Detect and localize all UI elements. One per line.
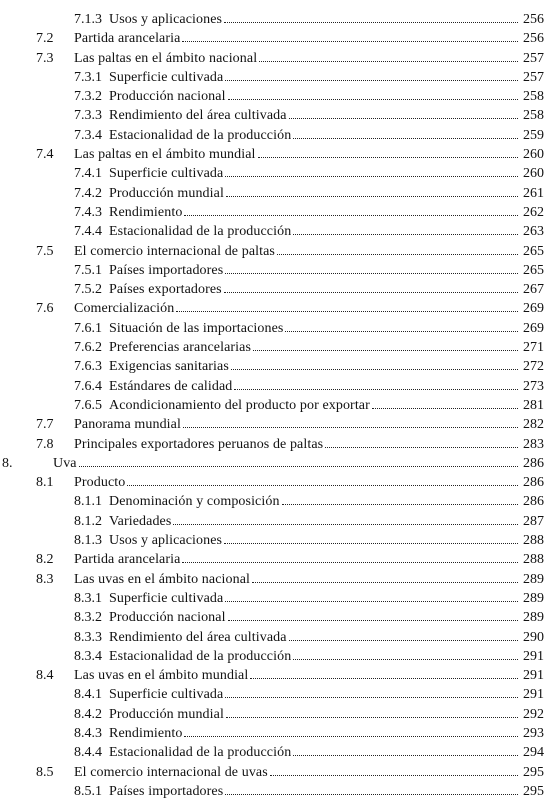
section-title: Producción mundial: [109, 706, 224, 722]
page-number: 292: [523, 706, 544, 722]
dot-leader: [228, 620, 518, 621]
page-number: 288: [523, 533, 544, 549]
dot-leader: [293, 755, 518, 756]
entry-line: [109, 396, 544, 415]
section-title: Partida arancelaria: [74, 552, 181, 568]
dot-leader: [182, 562, 518, 563]
dot-leader: [224, 543, 518, 544]
section-number: 7.6: [36, 301, 54, 317]
section-number: 7.6.1: [74, 320, 102, 336]
entry-line: [109, 647, 544, 666]
page-number: 257: [523, 50, 544, 66]
dot-leader: [224, 292, 518, 293]
entry-line: [74, 435, 544, 454]
dot-leader: [372, 408, 518, 409]
toc-entry: [0, 68, 551, 87]
page-number: 288: [523, 552, 544, 568]
dot-leader: [224, 22, 518, 23]
page-number: 289: [523, 610, 544, 626]
dot-leader: [234, 389, 518, 390]
toc-entry: [0, 550, 551, 569]
dot-leader: [79, 466, 518, 467]
section-title: Variedades: [109, 513, 172, 529]
toc-entry: [0, 396, 551, 415]
toc-entry: [0, 203, 551, 222]
entry-line: [109, 87, 544, 106]
section-title: Producción mundial: [109, 185, 224, 201]
dot-leader: [285, 331, 518, 332]
entry-line: [74, 666, 544, 685]
dot-leader: [127, 485, 518, 486]
dot-leader: [293, 138, 518, 139]
page-number: 295: [523, 783, 544, 799]
dot-leader: [225, 176, 518, 177]
entry-line: [109, 261, 544, 280]
dot-leader: [293, 234, 518, 235]
section-number: 7.3: [36, 50, 54, 66]
section-number: 7.6.3: [74, 359, 102, 375]
section-number: 8.4.3: [74, 725, 102, 741]
section-title: Situación de las importaciones: [109, 320, 284, 336]
toc-entry: [0, 280, 551, 299]
entry-line: [109, 531, 544, 550]
section-number: 8.1.1: [74, 494, 102, 510]
toc-entry: [0, 87, 551, 106]
entry-line: [109, 280, 544, 299]
section-title: El comercio internacional de uvas: [74, 764, 268, 780]
section-number: 7.6.5: [74, 397, 102, 413]
dot-leader: [225, 601, 518, 602]
page-number: 260: [523, 166, 544, 182]
entry-line: [74, 299, 544, 318]
section-number: 7.5.2: [74, 282, 102, 298]
section-title: Países importadores: [109, 783, 224, 799]
page-number: 269: [523, 301, 544, 317]
entry-line: [109, 743, 544, 762]
entry-line: [74, 550, 544, 569]
entry-line: [109, 628, 544, 647]
toc-entry: [0, 242, 551, 261]
section-title: Estacionalidad de la producción: [109, 648, 292, 664]
toc-entry: [0, 145, 551, 164]
dot-leader: [231, 369, 518, 370]
section-number: 8.1.2: [74, 513, 102, 529]
section-title: Producción nacional: [109, 610, 226, 626]
toc-entry: [0, 377, 551, 396]
toc-entry: [0, 705, 551, 724]
dot-leader: [176, 311, 518, 312]
dot-leader: [293, 659, 518, 660]
page-number: 273: [523, 378, 544, 394]
toc-entry: [0, 319, 551, 338]
dot-leader: [225, 80, 518, 81]
entry-line: [109, 512, 544, 531]
page-number: 293: [523, 725, 544, 741]
toc-entry: [0, 299, 551, 318]
section-title: Superficie cultivada: [109, 590, 224, 606]
section-title: Estacionalidad de la producción: [109, 745, 292, 761]
section-number: 7.4: [36, 147, 54, 163]
page-number: 260: [523, 147, 544, 163]
section-number: 8.4.4: [74, 745, 102, 761]
page-number: 256: [523, 31, 544, 47]
page-number: 265: [523, 243, 544, 259]
section-title: Superficie cultivada: [109, 687, 224, 703]
toc-entry: [0, 184, 551, 203]
entry-line: [74, 763, 544, 782]
section-number: 7.5: [36, 243, 54, 259]
section-number: 7.4.2: [74, 185, 102, 201]
dot-leader: [258, 157, 518, 158]
section-title: Las uvas en el ámbito mundial: [74, 668, 249, 684]
entry-line: [109, 68, 544, 87]
page-number: 267: [523, 282, 544, 298]
toc-entry: [0, 782, 551, 801]
section-title: Exigencias sanitarias: [109, 359, 229, 375]
section-title: Estacionalidad de la producción: [109, 127, 292, 143]
toc-entry: [0, 454, 551, 473]
toc-entry: [0, 338, 551, 357]
toc-entry: [0, 492, 551, 511]
section-title: Rendimiento: [109, 725, 183, 741]
page-number: 291: [523, 648, 544, 664]
entry-line: [53, 454, 544, 473]
toc-entry: [0, 435, 551, 454]
entry-line: [109, 203, 544, 222]
page-number: 282: [523, 417, 544, 433]
toc-entry: [0, 29, 551, 48]
section-number: 8.5.1: [74, 783, 102, 799]
section-title: Uva: [53, 455, 77, 471]
entry-line: [109, 492, 544, 511]
page-number: 259: [523, 127, 544, 143]
toc-entry: [0, 724, 551, 743]
section-number: 7.6.4: [74, 378, 102, 394]
section-title: Rendimiento del área cultivada: [109, 108, 287, 124]
section-title: Superficie cultivada: [109, 69, 224, 85]
toc-entry: [0, 222, 551, 241]
section-title: El comercio internacional de paltas: [74, 243, 275, 259]
entry-line: [109, 338, 544, 357]
toc-entry: [0, 763, 551, 782]
section-title: Países importadores: [109, 262, 224, 278]
section-number: 7.5.1: [74, 262, 102, 278]
entry-line: [109, 608, 544, 627]
entry-line: [74, 145, 544, 164]
entry-line: [74, 29, 544, 48]
toc-entry: [0, 512, 551, 531]
page-number: 291: [523, 687, 544, 703]
page-number: 283: [523, 436, 544, 452]
entry-line: [74, 242, 544, 261]
section-number: 7.4.1: [74, 166, 102, 182]
page-number: 258: [523, 89, 544, 105]
entry-line: [109, 10, 544, 29]
page-number: 269: [523, 320, 544, 336]
toc-entry: [0, 126, 551, 145]
dot-leader: [250, 678, 518, 679]
section-title: Acondicionamiento del producto por exportar: [109, 397, 370, 413]
page-number: 263: [523, 224, 544, 240]
toc-entry: [0, 531, 551, 550]
page-number: 291: [523, 668, 544, 684]
page-number: 287: [523, 513, 544, 529]
toc-entry: [0, 473, 551, 492]
section-number: 8.4.2: [74, 706, 102, 722]
entry-line: [74, 49, 544, 68]
section-number: 7.7: [36, 417, 54, 433]
dot-leader: [183, 427, 518, 428]
entry-line: [74, 415, 544, 434]
dot-leader: [225, 697, 518, 698]
page-number: 290: [523, 629, 544, 645]
dot-leader: [325, 447, 518, 448]
section-title: Partida arancelaria: [74, 31, 181, 47]
entry-line: [109, 222, 544, 241]
page-number: 294: [523, 745, 544, 761]
page-number: 286: [523, 455, 544, 471]
section-number: 7.3.3: [74, 108, 102, 124]
section-title: Estacionalidad de la producción: [109, 224, 292, 240]
section-number: 7.6.2: [74, 340, 102, 356]
page-number: 286: [523, 475, 544, 491]
section-title: Países exportadores: [109, 282, 222, 298]
dot-leader: [289, 118, 518, 119]
toc-entry: [0, 743, 551, 762]
toc-entry: [0, 666, 551, 685]
page-number: 289: [523, 590, 544, 606]
toc-entry: [0, 261, 551, 280]
toc-entry: [0, 608, 551, 627]
entry-line: [109, 685, 544, 704]
dot-leader: [282, 504, 518, 505]
page-number: 261: [523, 185, 544, 201]
section-number: 8.1: [36, 475, 54, 491]
entry-line: [109, 164, 544, 183]
section-number: 8.3.4: [74, 648, 102, 664]
section-number: 7.3.2: [74, 89, 102, 105]
table-of-contents: [0, 10, 551, 801]
section-number: 8.3.1: [74, 590, 102, 606]
toc-entry: [0, 685, 551, 704]
toc-entry: [0, 10, 551, 29]
toc-entry: [0, 628, 551, 647]
section-number: 7.4.3: [74, 204, 102, 220]
page-number: 295: [523, 764, 544, 780]
page-number: 257: [523, 69, 544, 85]
section-number: 8.2: [36, 552, 54, 568]
section-number: 7.4.4: [74, 224, 102, 240]
section-title: Usos y aplicaciones: [109, 12, 223, 27]
dot-leader: [289, 640, 518, 641]
dot-leader: [253, 350, 518, 351]
dot-leader: [173, 524, 518, 525]
section-number: 8.1.3: [74, 533, 102, 549]
section-number: 8.3.2: [74, 610, 102, 626]
section-title: Superficie cultivada: [109, 166, 224, 182]
section-number: 7.1.3: [74, 12, 102, 27]
section-number: 8.5: [36, 764, 54, 780]
section-title: Usos y aplicaciones: [109, 533, 223, 549]
dot-leader: [270, 775, 518, 776]
section-title: Denominación y composición: [109, 494, 280, 510]
section-number: 7.3.4: [74, 127, 102, 143]
page-number: 281: [523, 397, 544, 413]
section-title: Las paltas en el ámbito mundial: [74, 147, 256, 163]
section-title: Panorama mundial: [74, 417, 181, 433]
entry-line: [109, 184, 544, 203]
section-title: Estándares de calidad: [109, 378, 233, 394]
section-title: Preferencias arancelarias: [109, 340, 252, 356]
section-number: 8.4.1: [74, 687, 102, 703]
section-title: Las uvas en el ámbito nacional: [74, 571, 250, 587]
page-number: 256: [523, 12, 544, 27]
entry-line: [109, 724, 544, 743]
section-number: 8.3.3: [74, 629, 102, 645]
section-title: Comercialización: [74, 301, 175, 317]
entry-line: [109, 705, 544, 724]
dot-leader: [184, 215, 518, 216]
section-title: Rendimiento: [109, 204, 183, 220]
entry-line: [109, 782, 544, 801]
section-title: Producto: [74, 475, 126, 491]
section-title: Producción nacional: [109, 89, 226, 105]
toc-entry: [0, 357, 551, 376]
section-number: 8.: [2, 455, 13, 471]
section-number: 7.3.1: [74, 69, 102, 85]
entry-line: [109, 377, 544, 396]
dot-leader: [226, 717, 518, 718]
page-number: 286: [523, 494, 544, 510]
toc-entry: [0, 589, 551, 608]
entry-line: [109, 357, 544, 376]
dot-leader: [252, 582, 518, 583]
section-title: Las paltas en el ámbito nacional: [74, 50, 258, 66]
entry-line: [74, 473, 544, 492]
toc-entry: [0, 106, 551, 125]
entry-line: [109, 319, 544, 338]
toc-entry: [0, 49, 551, 68]
page-number: 271: [523, 340, 544, 356]
entry-line: [109, 126, 544, 145]
page-number: 289: [523, 571, 544, 587]
page-number: 262: [523, 204, 544, 220]
section-title: Rendimiento del área cultivada: [109, 629, 287, 645]
section-number: 7.8: [36, 436, 54, 452]
dot-leader: [259, 61, 518, 62]
dot-leader: [182, 41, 518, 42]
section-title: Principales exportadores peruanos de paltas: [74, 436, 324, 452]
section-number: 8.3: [36, 571, 54, 587]
page-number: 272: [523, 359, 544, 375]
entry-line: [109, 106, 544, 125]
dot-leader: [225, 794, 518, 795]
dot-leader: [277, 254, 518, 255]
toc-entry: [0, 415, 551, 434]
page-number: 265: [523, 262, 544, 278]
toc-entry: [0, 647, 551, 666]
toc-entry: [0, 570, 551, 589]
dot-leader: [226, 196, 518, 197]
page-number: 258: [523, 108, 544, 124]
toc-entry: [0, 164, 551, 183]
dot-leader: [228, 99, 518, 100]
dot-leader: [225, 273, 518, 274]
dot-leader: [184, 736, 518, 737]
entry-line: [74, 570, 544, 589]
entry-line: [109, 589, 544, 608]
section-number: 8.4: [36, 668, 54, 684]
section-number: 7.2: [36, 31, 54, 47]
